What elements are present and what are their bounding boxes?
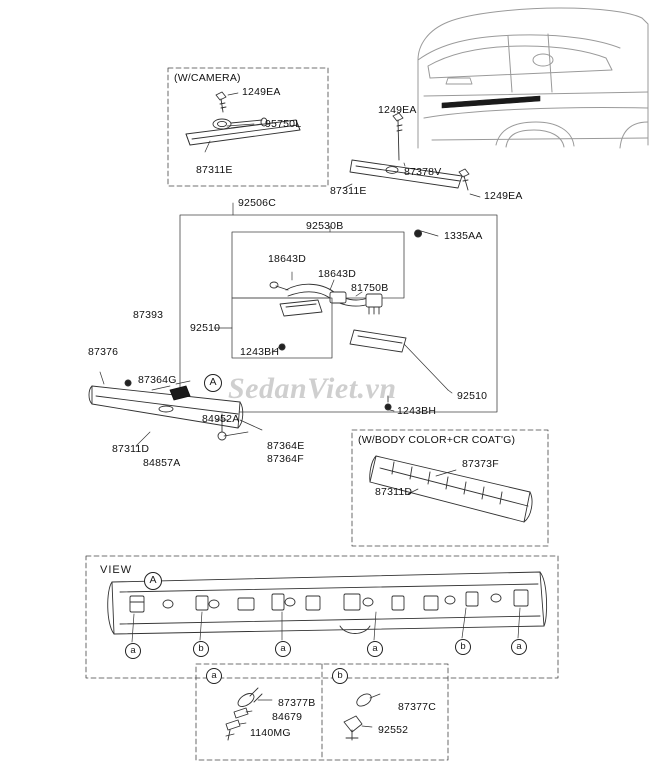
part-label-1140mg: 1140MG [250,727,291,739]
part-label-87311d-1: 87311D [112,443,150,455]
view-label: VIEW [100,564,133,576]
detail-marker-b: b [332,668,348,684]
part-label-84857a: 84857A [143,457,181,469]
view-marker-a: A [144,572,162,590]
part-label-18643d-1: 18643D [268,253,306,265]
view-row-marker-a-3: a [367,641,383,657]
part-label-87377b: 87377B [278,697,316,709]
part-label-92530b: 92530B [306,220,344,232]
part-label-1249ea-2: 1249EA [378,104,417,116]
part-label-87364e: 87364E [267,440,305,452]
part-label-87364g: 87364G [138,374,177,386]
view-row-marker-b-1: b [193,641,209,657]
part-label-87311d-2: 87311D [375,486,413,498]
camera-option-label: (W/CAMERA) [174,72,241,84]
part-label-1249ea-1: 1249EA [242,86,281,98]
part-label-87311e-1: 87311E [196,164,233,176]
part-label-92552: 92552 [378,724,409,736]
part-label-87364f: 87364F [267,453,304,465]
part-label-87376: 87376 [88,346,119,358]
part-label-92510-1: 92510 [190,322,221,334]
part-label-1243bh-1: 1243BH [240,346,280,358]
part-label-87393: 87393 [133,309,164,321]
part-label-92510-2: 92510 [457,390,488,402]
part-label-84679: 84679 [272,711,303,723]
part-label-95750l: 95750L [265,118,302,130]
part-label-87377c: 87377C [398,701,436,713]
view-row-marker-a-4: a [511,639,527,655]
callout-marker-a-upper: A [204,374,222,392]
part-label-87378v: 87378V [404,166,442,178]
part-label-1243bh-2: 1243BH [397,405,437,417]
part-label-81750b: 81750B [351,282,389,294]
part-label-87373f: 87373F [462,458,499,470]
view-row-marker-b-2: b [455,639,471,655]
watermark: SedanViet.vn [228,372,397,405]
detail-marker-a: a [206,668,222,684]
body-color-option-label: (W/BODY COLOR+CR COAT'G) [358,434,516,446]
part-label-84952a: 84952A [202,413,240,425]
view-row-marker-a-1: a [125,643,141,659]
part-label-18643d-2: 18643D [318,268,356,280]
part-label-87311e-2: 87311E [330,185,367,197]
part-label-1249ea-3: 1249EA [484,190,523,202]
part-label-92506c: 92506C [238,197,276,209]
part-label-1335aa: 1335AA [444,230,483,242]
view-row-marker-a-2: a [275,641,291,657]
